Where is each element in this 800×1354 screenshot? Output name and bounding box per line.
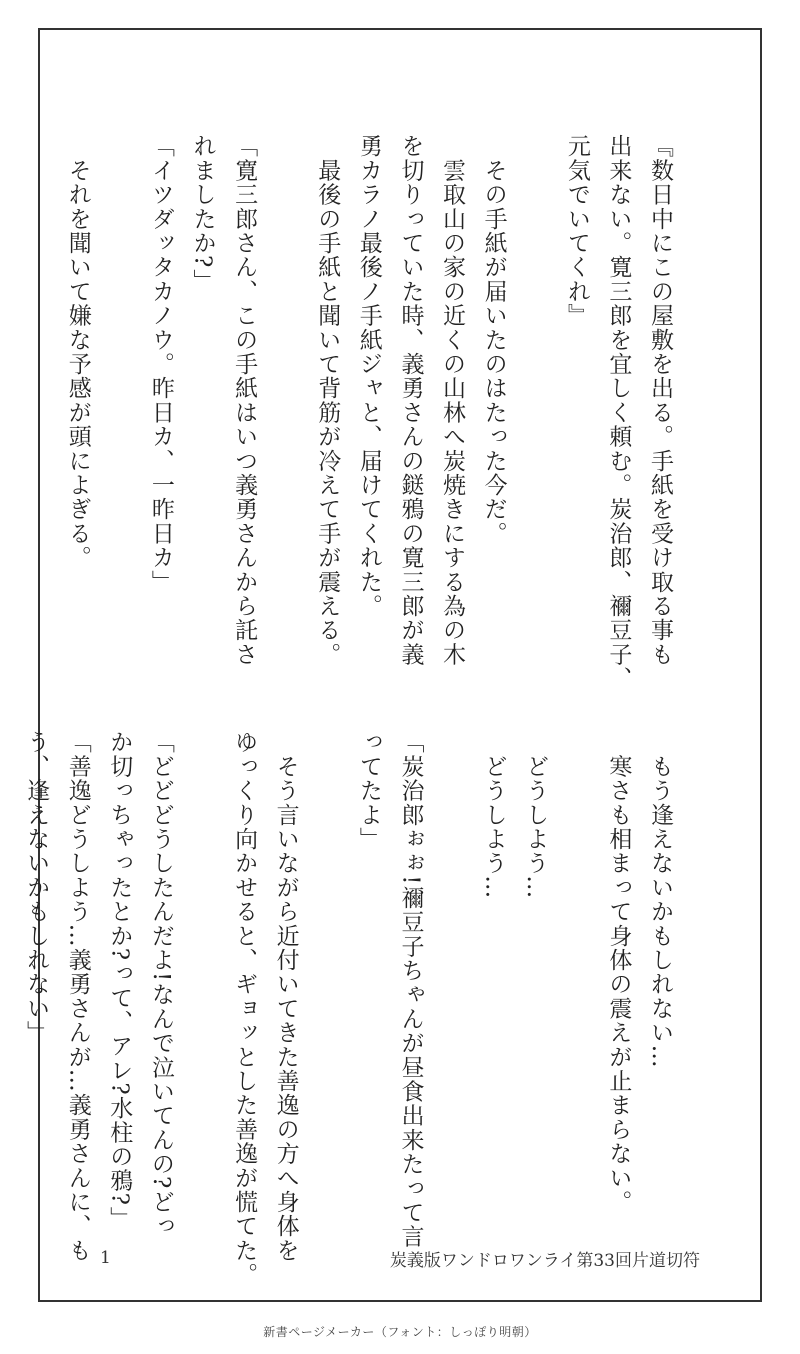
text-block-bottom: もう逢えないかもしれない… 寒さも相まって身体の震えが止まらない。 どうしよう… どうしよう… 「炭治郎ぉぉ!禰豆子ちゃんが昼食出来たって言 ってたよ」 そう言いながら近付いてきた善逸の方へ身体を ゆっくり向かせると、ギョッとした善逸が慌てた。 「どどどうしたんだよ!なんで泣いてんの?どっ か切っちゃったとか?って、アレ?水柱の鴉?」 「善逸どうしよう…義勇さんが…義勇さんに、も う、逢えないかもしれない」 xyxy=(23,730,673,1287)
text-block-top: 『数日中にこの屋敷を出る。手紙を受け取る事も 出来ない。寛三郎を宜しく頼む。炭治郎、禰豆子、 元気でいてくれ』 その手紙が届いたのはたった今だ。 雲取山の家の近くの山林へ炭焼きにする為の木 を切りっていた時、義勇さんの鎹鴉の寛三郎が義 勇カラノ最後ノ手紙ジャと、届けてくれた。 最後の手紙と聞いて背筋が冷えて手が震える。 「寛三郎さん、この手紙はいつ義勇さんから託さ れましたか?」 「イツダッタカノウ。昨日カ、一昨日カ」 それを聞いて嫌な予感が頭によぎる。 xyxy=(64,134,673,691)
book-title: 炭義版ワンドロワンライ第33回片道切符 xyxy=(389,1251,700,1271)
page-number: 1 xyxy=(100,1248,111,1268)
page-frame xyxy=(23,28,762,1302)
credit-line: 新書ページメーカー（フォント：しっぽり明朝） xyxy=(263,1325,537,1339)
